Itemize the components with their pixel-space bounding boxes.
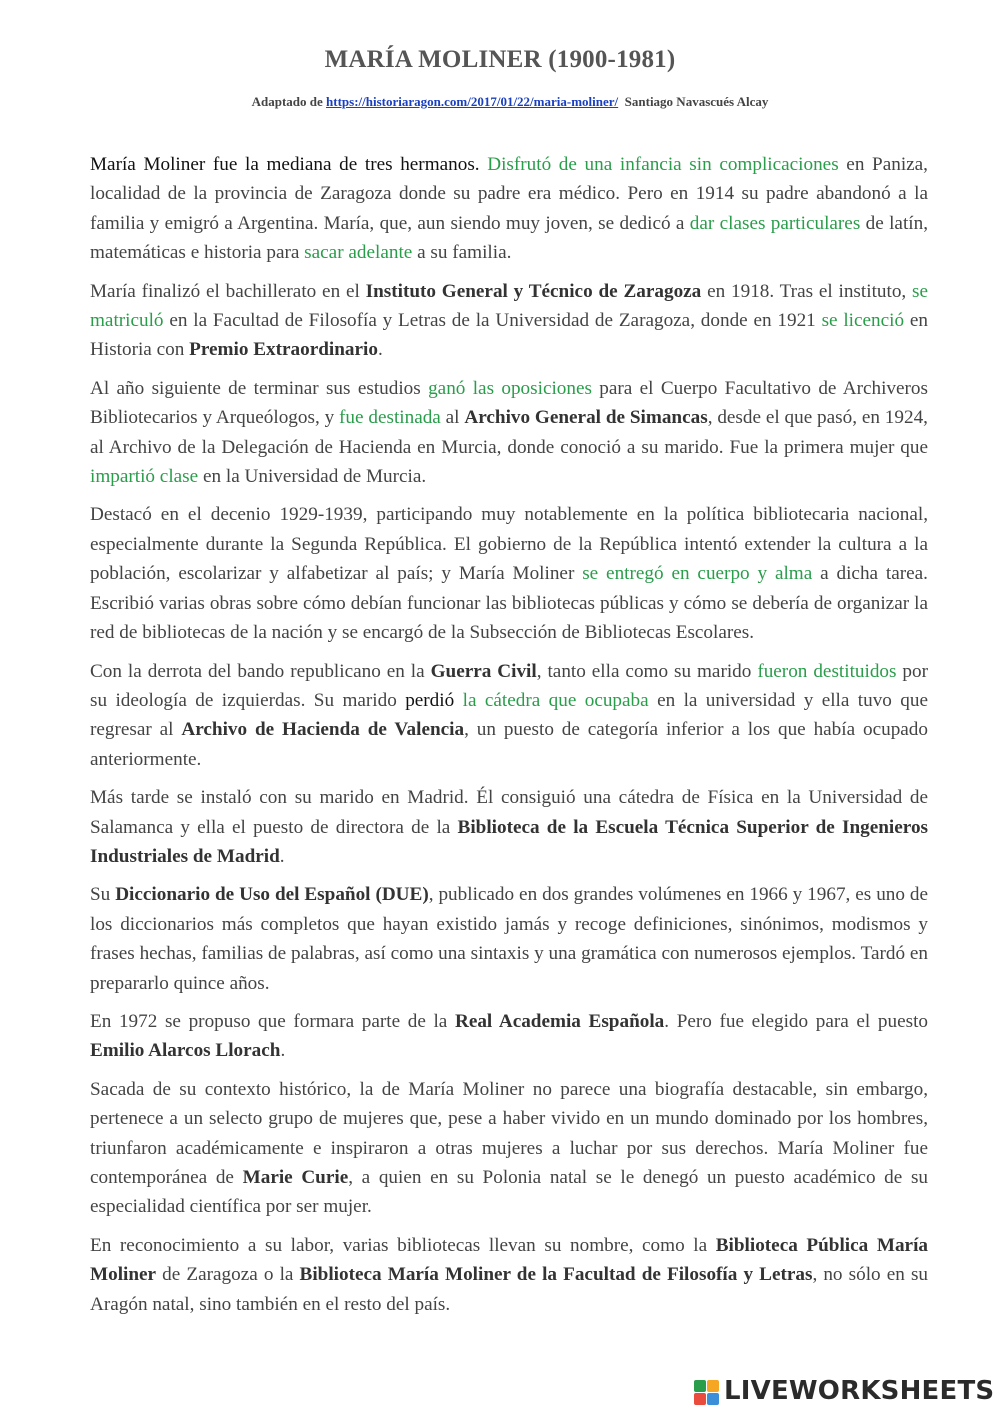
highlighted-phrase: Disfrutó de una infancia sin complicaciones (487, 154, 839, 175)
body-text-run: . (280, 1040, 286, 1062)
dark-text: perdió (405, 689, 455, 711)
body-text-run: a dicha tarea. Escribió varias obras sobre cómo debían funcionar las bibliotecas públicas y cómo se debería de organizar la red de bibliotecas de la nación y se encargó de la Subsección de Bibliotecas Escolares. (90, 563, 928, 644)
liveworksheets-logo-icon (694, 1380, 720, 1406)
source-author: Santiago Navascués Alcay (624, 94, 769, 109)
article-body (90, 150, 928, 1328)
liveworksheets-logo (694, 1376, 994, 1410)
logo-square-1 (694, 1380, 706, 1392)
body-text-run: En 1972 se propuso que formara parte de la (90, 1010, 455, 1032)
paragraph (90, 374, 928, 492)
bold-term: Biblioteca María Moliner de la Facultad de Filosofía y Letras (299, 1264, 813, 1286)
body-text-run: , tanto ella como su marido (536, 660, 758, 682)
source-line (0, 94, 1000, 110)
paragraph (90, 277, 928, 365)
body-text-run: . Pero fue elegido para el puesto (664, 1010, 928, 1032)
bold-term: Biblioteca de la Escuela Técnica Superior de Ingenieros Industriales de Madrid (90, 816, 929, 867)
body-text-run: . (377, 339, 383, 361)
paragraph (90, 1231, 928, 1319)
body-text-run: Con la derrota del bando republicano en la (90, 660, 431, 682)
body-text-run: Al año siguiente de terminar sus estudios (90, 377, 429, 399)
paragraph (90, 880, 928, 998)
bold-term: Diccionario de Uso del Español (DUE) (115, 884, 429, 906)
logo-square-4 (707, 1393, 719, 1405)
highlighted-phrase: se entregó en cuerpo y alma (582, 563, 813, 585)
body-text-run: al (440, 407, 465, 429)
document-title: MARÍA MOLINER (1900-1981) (324, 46, 676, 73)
highlighted-phrase: ganó las oposiciones (428, 377, 592, 399)
paragraph (90, 150, 928, 268)
bold-term: Instituto General y Técnico de Zaragoza (365, 280, 702, 302)
bold-term: Premio Extraordinario (189, 339, 378, 361)
logo-square-3 (694, 1393, 706, 1405)
highlighted-phrase: se licenció (821, 310, 905, 332)
liveworksheets-wordmark: LIVEWORKSHEETS (724, 1376, 995, 1406)
body-text-run: . (279, 845, 285, 867)
body-text-run: , a quien en su Polonia natal se le denegó un puesto académico de su especialidad científica por ser mujer. (90, 1167, 928, 1218)
paragraph (90, 657, 928, 775)
paragraph (90, 783, 928, 871)
body-text-run: de Zaragoza o la (156, 1264, 300, 1286)
highlighted-phrase: fueron destituidos (757, 660, 897, 682)
highlighted-phrase: la cátedra que ocupaba (462, 689, 649, 711)
source-link[interactable]: https://historiaragon.com/2017/01/22/maria-moliner/ (326, 94, 619, 109)
body-text-run (454, 690, 462, 711)
body-text-run: , un puesto de categoría inferior a los que había ocupado anteriormente. (90, 719, 928, 770)
logo-square-2 (707, 1380, 719, 1392)
paragraph (90, 500, 928, 647)
bold-term: Biblioteca Pública María Moliner (90, 1234, 928, 1286)
body-text-run: en la universidad y ella tuvo que regresar al (90, 689, 929, 741)
highlighted-phrase: sacar adelante (304, 242, 413, 264)
bold-term: Real Academia Española (454, 1010, 665, 1032)
highlighted-phrase: fue destinada (339, 407, 441, 429)
body-text-run: Su (90, 884, 116, 906)
bold-term: Archivo de Hacienda de Valencia (181, 719, 465, 741)
body-text-run: Más tarde se instaló con su marido en Madrid. Él consiguió una cátedra de Física en la Universidad de Salamanca y ella el puesto de directora de la (90, 787, 928, 838)
body-text-run: en Paniza, localidad de la provincia de Zaragoza donde su padre era médico. Pero en 1914 su padre abandonó a la familia y emigró a Argentina. María, que, aun siendo muy joven, se dedicó a (90, 154, 928, 234)
body-text-run: de latín, matemáticas e historia para (90, 212, 928, 264)
body-text-run: en la Universidad de Murcia. (198, 466, 427, 488)
bold-term: Guerra Civil (430, 660, 537, 682)
bold-term: Emilio Alarcos Llorach (90, 1040, 281, 1062)
source-prefix: Adaptado de (251, 94, 323, 109)
highlighted-phrase: impartió clase (90, 466, 199, 488)
highlighted-phrase: dar clases particulares (689, 212, 861, 234)
body-text-run: , desde el que pasó, en 1924, al Archivo de la Delegación de Hacienda en Murcia, donde conoció a su marido. Fue la primera mujer que (90, 407, 928, 458)
body-text-run: a su familia. (412, 242, 512, 264)
body-text-run: en la Facultad de Filosofía y Letras de la Universidad de Zaragoza, donde en 1921 (163, 310, 822, 332)
highlighted-phrase: se matriculó (90, 280, 929, 332)
paragraph (90, 1007, 928, 1066)
body-text-run: , publicado en dos grandes volúmenes en 1966 y 1967, es uno de los diccionarios más completos que hayan existido jamás y recoge definiciones, sinónimos, modismos y frases hechas, familias de palabras, así como una sintaxis y una gramática con numerosos ejemplos. Tardó en prepararlo quince años. (90, 884, 929, 994)
body-text-run: María finalizó el bachillerato en el (90, 280, 366, 302)
paragraph (90, 1075, 928, 1222)
body-text-run: para el Cuerpo Facultativo de Archiveros Bibliotecarios y Arqueólogos, y (90, 377, 928, 429)
body-text-run: Destacó en el decenio 1929-1939, participando muy notablemente en la política bibliotecaria nacional, especialmente durante la Segunda República. El gobierno de la República intentó extender la cultura a la población, escolarizar y alfabetizar al país; y María Moliner (90, 504, 928, 585)
body-text-run: en Historia con (90, 310, 928, 361)
body-text-run: Sacada de su contexto histórico, la de María Moliner no parece una biografía destacable, sin embargo, pertenece a un selecto grupo de mujeres que, pese a haber vivido en un mundo dominado por los hombres, triunfaron académicamente e inspiraron a otras mujeres a luchar por sus derechos. María Moliner fue contemporánea de (90, 1078, 928, 1188)
body-text-run: En reconocimiento a su labor, varias bibliotecas llevan su nombre, como la (90, 1234, 716, 1256)
bold-term: Archivo General de Simancas (464, 407, 708, 429)
bold-term: Marie Curie (242, 1167, 349, 1188)
body-text-run: en 1918. Tras el instituto, (701, 280, 913, 302)
body-text-run: por su ideología de izquierdas. Su marido (90, 660, 929, 711)
dark-text: María Moliner fue la mediana de tres hermanos. (90, 154, 488, 175)
body-text-run: , no sólo en su Aragón natal, sino también en el resto del país. (90, 1264, 929, 1315)
